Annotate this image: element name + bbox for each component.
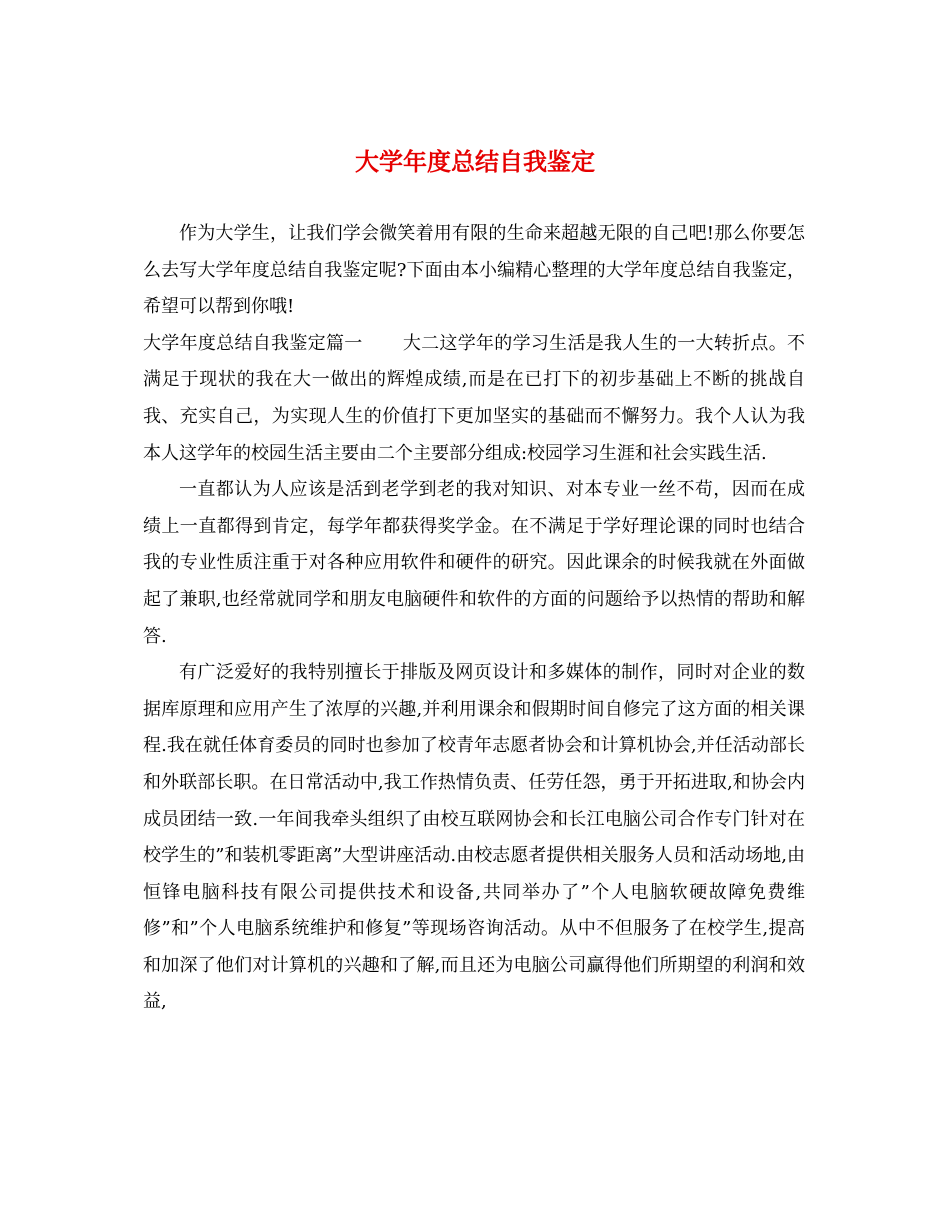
section-heading: 大学年度总结自我鉴定篇一 bbox=[143, 332, 363, 354]
document-title: 大学年度总结自我鉴定 bbox=[355, 147, 595, 176]
paragraph-3: 有广泛爱好的我特别擅长于排版及网页设计和多媒体的制作，同时对企业的数据库原理和应用产生了浓厚的兴趣,并利用课余和假期时间自修完了这方面的相关课程.我在就任体育委员的同时也参加了校青年志愿者协会和计算机协会,并任活动部长和外联部长职。在日常活动中,我工作热情负责、任劳任怨，勇于开拓进取,和协会内成员团结一致.一年间我牵头组织了由校互联网协会和长江电脑公司合作专门针对在校学生的”和装机零距离”大型讲座活动.由校志愿者提供相关服务人员和活动场地,由恒锋电脑科技有限公司提供技术和设备,共同举办了”个人电脑软硬故障免费维修”和”个人电脑系统维护和修复”等现场咨询活动。从中不但服务了在校学生,提高和加深了他们对计算机的兴趣和了解,而且还为电脑公司赢得他们所期望的利润和效益, bbox=[143, 662, 805, 1013]
document-body bbox=[143, 216, 805, 1021]
section-lead-text: 大二这学年的学习生活是我人生的一大转折点。不满足于现状的我在大一做出的辉煌成绩,而是在已打下的初步基础上不断的挑战自我、充实自己，为实现人生的价值打下更加坚实的基础而不懈努力。我个人认为我本人这学年的校园生活主要由二个主要部分组成:校园学习生涯和社会实践生活. bbox=[143, 332, 805, 464]
paragraph-2: 一直都认为人应该是活到老学到老的我对知识、对本专业一丝不苟，因而在成绩上一直都得到肯定，每学年都获得奖学金。在不满足于学好理论课的同时也结合我的专业性质注重于对各种应用软件和硬件的研究。因此课余的时候我就在外面做起了兼职,也经常就同学和朋友电脑硬件和软件的方面的问题给予以热情的帮助和解答. bbox=[143, 479, 805, 647]
section-paragraph bbox=[143, 326, 805, 472]
intro-paragraph: 作为大学生，让我们学会微笑着用有限的生命来超越无限的自己吧!那么你要怎么去写大学年度总结自我鉴定呢?下面由本小编精心整理的大学年度总结自我鉴定，希望可以帮到你哦! bbox=[143, 223, 805, 318]
